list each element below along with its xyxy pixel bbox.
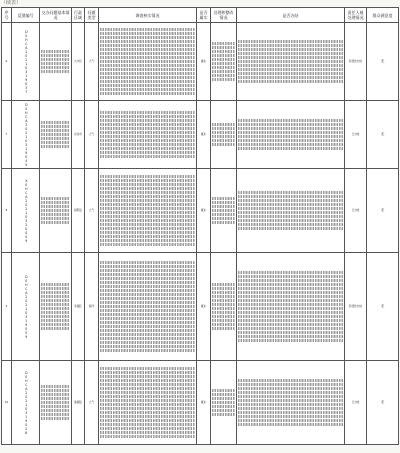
header-handling: 处理和整改情况 xyxy=(211,8,237,23)
row-done-status: 已办结 xyxy=(345,169,367,253)
table-header-row xyxy=(2,8,399,23)
row-done-status: 已办结 xyxy=(345,361,367,445)
row-no: 8 xyxy=(2,169,12,253)
row-handling-text xyxy=(211,169,237,253)
row-investigation-text xyxy=(99,101,197,169)
header-no: 序号 xyxy=(2,8,12,23)
row-problem-text xyxy=(40,23,72,101)
header-type: 问题类型 xyxy=(85,8,99,23)
row-done-text xyxy=(237,23,345,101)
row-type: 大气 xyxy=(85,169,99,253)
table-row xyxy=(2,361,399,445)
row-investigation-text xyxy=(99,253,197,361)
row-done-status: 阶段性办结 xyxy=(345,23,367,101)
header-investigation: 调查核实情况 xyxy=(99,8,197,23)
header-done: 是否办结 xyxy=(237,8,345,23)
header-code: 反馈编号 xyxy=(12,8,40,23)
row-verified: 属实 xyxy=(197,169,211,253)
row-done-text xyxy=(237,361,345,445)
row-problem-text xyxy=(40,253,72,361)
row-region: 大丰区 xyxy=(72,23,85,101)
row-no: 7 xyxy=(2,101,12,169)
row-region: 东台市 xyxy=(72,101,85,169)
row-done-status: 已办结 xyxy=(345,101,367,169)
header-accountability: 责任人被处理情况 xyxy=(345,8,367,23)
row-problem-text xyxy=(40,361,72,445)
row-type: 大气 xyxy=(85,361,99,445)
header-region: 行政区域 xyxy=(72,8,85,23)
row-no: 6 xyxy=(2,23,12,101)
row-no: 9 xyxy=(2,253,12,361)
row-code: X0HCA20210320009 xyxy=(24,178,29,243)
row-code: D0HCA20210319059 xyxy=(24,274,29,339)
row-problem-text xyxy=(40,169,72,253)
row-type: 大气 xyxy=(85,101,99,169)
header-satisfaction: 群众满意度 xyxy=(367,8,399,23)
table-row xyxy=(2,169,399,253)
row-done-text xyxy=(237,253,345,361)
header-problem: 交办问题基本情况 xyxy=(40,8,72,23)
row-problem-text xyxy=(40,101,72,169)
row-verified: 属实 xyxy=(197,101,211,169)
row-code: D0HCA20210319045 xyxy=(24,102,29,167)
row-investigation-text xyxy=(99,169,197,253)
row-no: 10 xyxy=(2,361,12,445)
row-done-status: 阶段性办结 xyxy=(345,253,367,361)
row-type: 大气 xyxy=(85,23,99,101)
header-verified: 是否属实 xyxy=(197,8,211,23)
row-satisfaction: 无 xyxy=(367,169,399,253)
row-region: 建湖县 xyxy=(72,361,85,445)
row-satisfaction: 无 xyxy=(367,101,399,169)
row-satisfaction: 无 xyxy=(367,361,399,445)
row-investigation-text xyxy=(99,23,197,101)
row-verified: 属实 xyxy=(197,253,211,361)
table-row xyxy=(2,253,399,361)
row-handling-text xyxy=(211,101,237,169)
corner-label: （续表） xyxy=(1,0,22,6)
table-row xyxy=(2,101,399,169)
row-verified: 属实 xyxy=(197,361,211,445)
row-region: 射阳县 xyxy=(72,169,85,253)
row-handling-text xyxy=(211,253,237,361)
case-table xyxy=(1,7,399,445)
table-row xyxy=(2,23,399,101)
row-done-text xyxy=(237,101,345,169)
row-code: D0HCA20210319028 xyxy=(24,370,29,435)
row-handling-text xyxy=(211,23,237,101)
row-code: D0HCA20210319037 xyxy=(24,29,29,94)
row-satisfaction: 无 xyxy=(367,253,399,361)
row-investigation-text xyxy=(99,361,197,445)
row-satisfaction: 无 xyxy=(367,23,399,101)
row-handling-text xyxy=(211,361,237,445)
row-done-text xyxy=(237,169,345,253)
row-type: 海洋 xyxy=(85,253,99,361)
row-region: 亭湖区 xyxy=(72,253,85,361)
row-verified: 属实 xyxy=(197,23,211,101)
